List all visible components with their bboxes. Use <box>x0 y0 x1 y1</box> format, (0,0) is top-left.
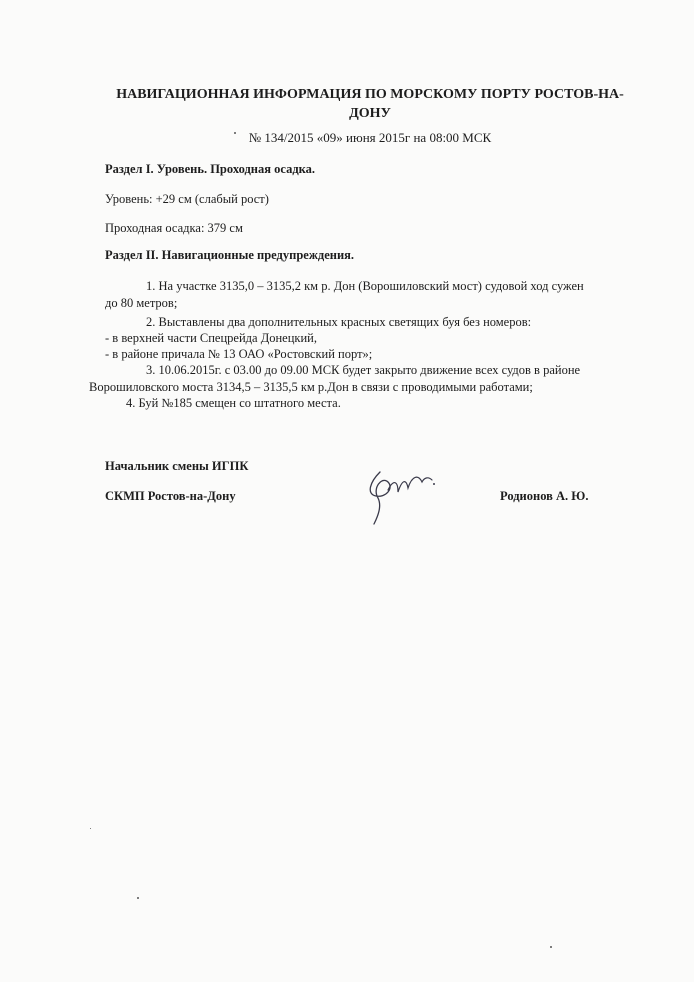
section2-heading: Раздел II. Навигационные предупреждения. <box>105 248 355 262</box>
item3-line2: Ворошиловского моста 3134,5 – 3135,5 км р.Дон в связи с проводимыми работами; <box>89 380 533 394</box>
title-line-2: ДОНУ <box>349 106 391 121</box>
item2-line3: - в районе причала № 13 ОАО «Ростовский порт»; <box>105 347 373 361</box>
item3-line1: 3. 10.06.2015г. с 03.00 до 09.00 МСК будет закрыто движение всех судов в районе <box>146 363 581 377</box>
title-line-1: НАВИГАЦИОННАЯ ИНФОРМАЦИЯ ПО МОРСКОМУ ПОРТУ РОСТОВ-НА- <box>116 87 624 102</box>
draft-text: Проходная осадка: 379 см <box>105 221 243 235</box>
scan-speck <box>550 946 552 948</box>
document-title <box>110 85 630 123</box>
item4-line1: 4. Буй №185 смещен со штатного места. <box>126 396 341 410</box>
scan-speck <box>90 828 91 829</box>
signer-role-line1: Начальник смены ИГПК <box>105 459 249 473</box>
scan-speck <box>137 897 139 899</box>
item2-line2: - в верхней части Спецрейда Донецкий, <box>105 331 317 345</box>
signer-name: Родионов А. Ю. <box>500 489 589 503</box>
level-text: Уровень: +29 см (слабый рост) <box>105 192 269 206</box>
signature-mark <box>358 468 448 528</box>
section1-heading: Раздел I. Уровень. Проходная осадка. <box>105 162 316 176</box>
signer-role-line2: СКМП Ростов-на-Дону <box>105 489 236 503</box>
document-subtitle: № 134/2015 «09» июня 2015г на 08:00 МСК <box>248 130 492 145</box>
item2-line1: 2. Выставлены два дополнительных красных светящих буя без номеров: <box>146 315 532 329</box>
item1-line1: 1. На участке 3135,0 – 3135,2 км р. Дон (Ворошиловский мост) судовой ход сужен <box>146 279 584 293</box>
scan-speck <box>234 132 236 134</box>
item1-line2: до 80 метров; <box>105 296 178 310</box>
